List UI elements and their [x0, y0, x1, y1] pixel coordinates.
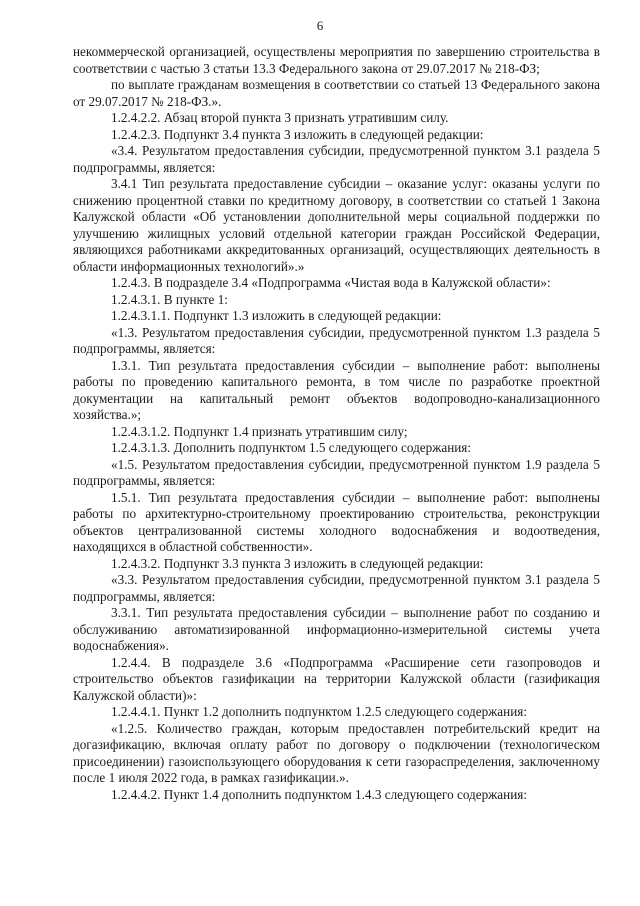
paragraph: «3.4. Результатом предоставления субсидии, предусмотренной пунктом 3.1 раздела 5 подпрограммы, является: — [73, 143, 600, 175]
paragraph: 1.2.4.4.2. Пункт 1.4 дополнить подпунктом 1.4.3 следующего содержания: — [111, 786, 527, 802]
paragraph: 1.2.4.3.1. В пункте 1: — [111, 291, 228, 307]
paragraph: 1.2.4.2.2. Абзац второй пункта 3 признать утратившим силу. — [111, 110, 449, 125]
page-number: 6 — [316, 18, 324, 33]
paragraph: 1.5.1. Тип результата предоставления субсидии – выполнение работ: выполнены работы по архитектурно-строительному проектированию строительства, реконструкции объектов централизованной системы холодного водоснабжения и водоотведения, находящихся в областной собственности». — [73, 489, 600, 554]
paragraph: 1.2.4.4. В подразделе 3.6 «Подпрограмма «Расширение сети газопроводов и строительство объектов газификации на территории Калужской области (газификация Калужской области)»: — [73, 654, 600, 703]
paragraph: «1.5. Результатом предоставления субсидии, предусмотренной пунктом 1.9 раздела 5 подпрограммы, является: — [73, 456, 600, 488]
paragraph: «1.3. Результатом предоставления субсидии, предусмотренной пунктом 1.3 раздела 5 подпрограммы, является: — [73, 324, 600, 356]
paragraph: по выплате гражданам возмещения в соответствии со статьей 13 Федерального закона от 29.07.2017 № 218-ФЗ.». — [73, 77, 600, 109]
paragraph: некоммерческой организацией, осуществлены мероприятия по завершению строительства в соответствии с частью 3 статьи 13.3 Федерального закона от 29.07.2017 № 218-ФЗ; — [73, 44, 600, 76]
paragraph: «1.2.5. Количество граждан, которым предоставлен потребительский кредит на догазификацию, включая оплату работ по договору о подключении (технологическом присоединении) газоиспользующего оборудования к сети газораспределения, заключенному после 1 июля 2022 года, в рамках газификации.». — [73, 720, 600, 785]
paragraph: 1.3.1. Тип результата предоставления субсидии – выполнение работ: выполнены работы по проведению капитального ремонта, в том числе по разработке проектной документации на капитальный ремонт объектов водопроводно-канализационного хозяйства.»; — [73, 357, 600, 422]
paragraph: 1.2.4.3.2. Подпункт 3.3 пункта 3 изложить в следующей редакции: — [111, 555, 484, 571]
paragraph: 1.2.4.3.1.2. Подпункт 1.4 признать утратившим силу; — [111, 423, 408, 439]
paragraph: 1.2.4.3.1.3. Дополнить подпунктом 1.5 следующего содержания: — [111, 440, 472, 455]
paragraph: 1.2.4.2.3. Подпункт 3.4 пункта 3 изложить в следующей редакции: — [111, 126, 484, 142]
paragraph: 1.2.4.3.1.1. Подпункт 1.3 изложить в следующей редакции: — [111, 308, 442, 323]
paragraph: 3.3.1. Тип результата предоставления субсидии – выполнение работ по созданию и обслуживанию автоматизированной информационно-измерительной системы учета водоснабжения». — [73, 605, 600, 653]
paragraph: «3.3. Результатом предоставления субсидии, предусмотренной пунктом 3.1 раздела 5 подпрограммы, является: — [73, 572, 600, 604]
paragraph: 3.4.1 Тип результата предоставление субсидии – оказание услуг: оказаны услуги по снижению процентной ставки по кредитному договору, в соответствии со статьей 1 Закона Калужской области «Об установлении дополнительной меры социальной поддержки по улучшению жилищных условий отдельной категории граждан Российской Федерации, являющихся работниками аккредитованных организаций, осуществляющих деятельность в области информационных технологий».» — [73, 176, 600, 274]
document-body — [73, 44, 600, 803]
paragraph: 1.2.4.4.1. Пункт 1.2 дополнить подпунктом 1.2.5 следующего содержания: — [111, 704, 527, 719]
paragraph: 1.2.4.3. В подразделе 3.4 «Подпрограмма «Чистая вода в Калужской области»: — [111, 275, 551, 290]
